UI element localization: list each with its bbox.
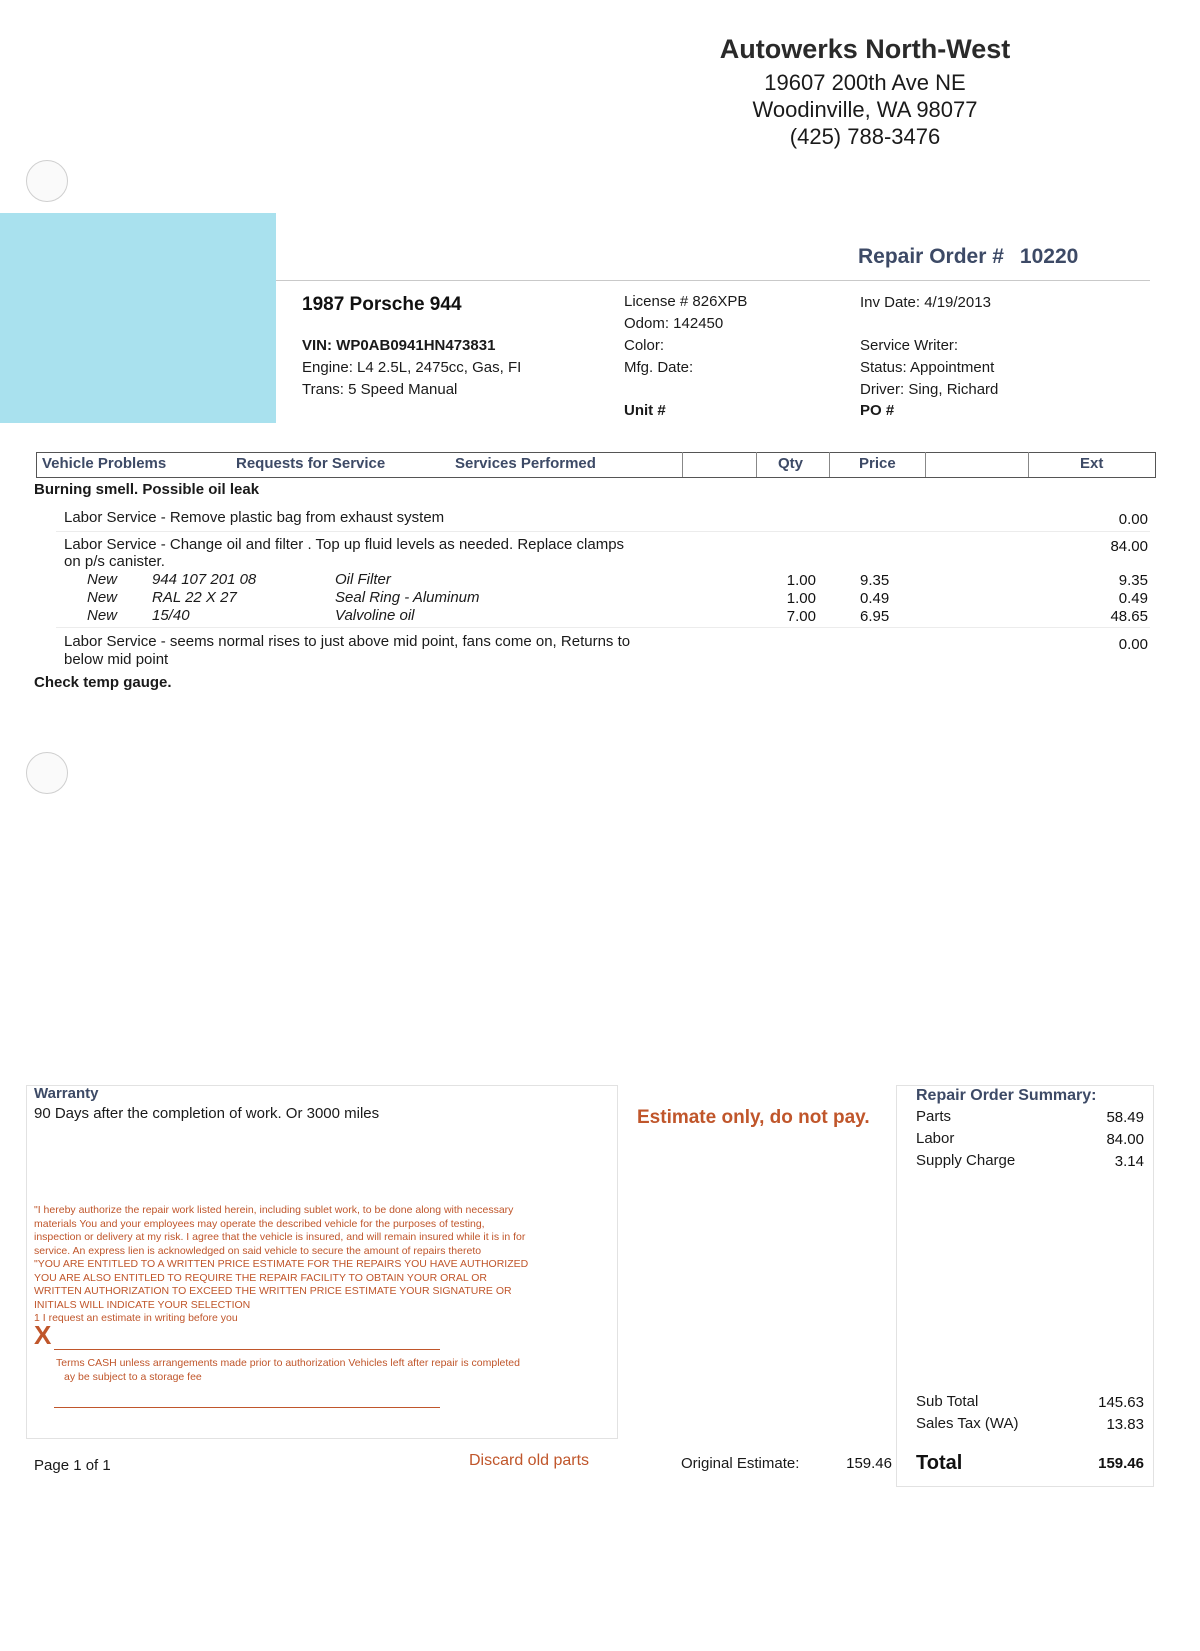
vehicle-problem-2: Check temp gauge. [34,674,172,691]
part-3-number: 15/40 [152,607,190,624]
row-divider [56,627,1150,628]
sales-tax-value: 13.83 [1106,1416,1144,1433]
vehicle-title: 1987 Porsche 944 [302,294,462,315]
odometer: Odom: 142450 [624,315,724,332]
table-header [36,452,1156,478]
estimate-notice: Estimate only, do not pay. [637,1107,870,1128]
part-3-desc: Valvoline oil [335,607,415,624]
summary-supply-label: Supply Charge [916,1152,1016,1169]
legal-line: 1 I request an estimate in writing before you [34,1312,238,1324]
repair-order-label: Repair Order # [858,245,1004,268]
original-estimate-label: Original Estimate: [681,1455,800,1472]
repair-order-number: 10220 [1019,245,1079,268]
po-number: PO # [860,402,895,419]
summary-parts-value: 58.49 [1106,1109,1144,1126]
vehicle-engine: Engine: L4 2.5L, 2475cc, Gas, FI [302,359,522,376]
shop-name: Autowerks North-West [719,34,1011,64]
summary-parts-label: Parts [916,1108,952,1125]
labor-line-1: Labor Service - Remove plastic bag from exhaust system [64,509,445,526]
labor-line-2: Labor Service - Change oil and filter . Top up fluid levels as needed. Replace clamps [64,536,625,553]
legal-line: "I hereby authorize the repair work listed herein, including sublet work, to be done along with necessary [34,1204,514,1216]
summary-labor-label: Labor [916,1130,955,1147]
driver-name: Driver: Sing, Richard [860,381,999,398]
vehicle-color: Color: [624,337,665,354]
signature-line-1[interactable] [54,1349,440,1350]
subtotal-label: Sub Total [916,1393,979,1410]
vehicle-problem-1: Burning smell. Possible oil leak [34,481,260,498]
part-1-price: 9.35 [860,572,890,589]
header-services-performed: Services Performed [455,455,596,472]
header-vehicle-problems: Vehicle Problems [42,455,167,472]
header-qty: Qty [778,455,804,472]
shop-phone: (425) 788-3476 [789,124,941,149]
legal-line: INITIALS WILL INDICATE YOUR SELECTION [34,1298,251,1311]
warranty-text: 90 Days after the completion of work. Or 3000 miles [34,1105,380,1122]
order-status: Status: Appointment [860,359,995,376]
part-2-price: 0.49 [860,590,890,607]
sales-tax-label: Sales Tax (WA) [916,1415,1019,1432]
warranty-title: Warranty [34,1085,99,1102]
row-divider [56,531,1150,532]
repair-order-heading [858,245,1078,269]
license-number: License # 826XPB [624,293,748,310]
header-ext: Ext [1080,455,1104,472]
part-1-status: New [87,571,118,588]
labor-line-2-cont: on p/s canister. [64,553,165,570]
part-3-qty: 7.00 [786,608,816,625]
column-divider [925,452,926,477]
part-3-price: 6.95 [860,608,890,625]
terms-line-cont: ay be subject to a storage fee [64,1371,202,1383]
part-1-desc: Oil Filter [335,571,391,588]
part-2-number: RAL 22 X 27 [152,589,237,606]
column-divider [682,452,683,477]
legal-line: "YOU ARE ENTITLED TO A WRITTEN PRICE ESTIMATE FOR THE REPAIRS YOU HAVE AUTHORIZED [34,1258,529,1270]
punch-hole-middle [26,752,68,794]
legal-line: WRITTEN AUTHORIZATION TO EXCEED THE WRITTEN PRICE ESTIMATE YOUR SIGNATURE OR [34,1285,512,1297]
summary-title: Repair Order Summary: [916,1087,1097,1104]
labor-1-ext: 0.00 [1118,511,1148,528]
redacted-customer-block [0,213,276,423]
header-divider [276,280,1150,281]
labor-line-3: Labor Service - seems normal rises to just above mid point, fans come on, Returns to [64,633,631,650]
punch-hole-top [26,160,68,202]
legal-line: materials You and your employees may operate the described vehicle for the purposes of testing, [34,1217,485,1230]
part-2-status: New [87,589,118,606]
legal-line: YOU ARE ALSO ENTITLED TO REQUIRE THE REPAIR FACILITY TO OBTAIN YOUR ORAL OR [34,1271,487,1284]
column-divider [1028,452,1029,477]
part-2-desc: Seal Ring - Aluminum [335,589,480,606]
mfg-date: Mfg. Date: [624,359,694,376]
summary-labor-value: 84.00 [1106,1131,1144,1148]
legal-line: service. An express lien is acknowledged on said vehicle to secure the amount of repairs thereto [34,1244,482,1257]
authorization-text [34,1204,614,1326]
unit-number: Unit # [624,402,666,419]
original-estimate-value: 159.46 [846,1455,892,1472]
subtotal-value: 145.63 [1098,1394,1144,1411]
total-value: 159.46 [1098,1455,1144,1472]
part-1-number: 944 107 201 08 [152,571,257,588]
shop-city: Woodinville, WA 98077 [752,97,978,122]
header-price: Price [859,455,896,472]
vehicle-vin: VIN: WP0AB0941HN473831 [302,337,496,354]
signature-x-mark: X [34,1320,52,1350]
legal-line: inspection or delivery at my risk. I agree that the vehicle is insured, and will remain insured while it is in for [34,1231,526,1243]
summary-supply-value: 3.14 [1114,1153,1144,1170]
signature-line-2[interactable] [54,1407,440,1408]
part-2-ext: 0.49 [1118,590,1148,607]
service-writer: Service Writer: [860,337,959,354]
column-divider [829,452,830,477]
vehicle-trans: Trans: 5 Speed Manual [302,381,458,398]
labor-2-ext: 84.00 [1110,538,1148,555]
header-requests: Requests for Service [236,455,386,472]
total-label: Total [916,1452,963,1474]
terms-line: Terms CASH unless arrangements made prior to authorization Vehicles left after repair is completed [56,1357,520,1369]
part-3-status: New [87,607,118,624]
labor-line-3-cont: below mid point [64,651,169,668]
part-2-qty: 1.00 [786,590,816,607]
discard-old-parts: Discard old parts [469,1452,590,1469]
part-3-ext: 48.65 [1110,608,1148,625]
invoice-date: Inv Date: 4/19/2013 [860,294,991,311]
labor-3-ext: 0.00 [1118,636,1148,653]
part-1-qty: 1.00 [786,572,816,589]
part-1-ext: 9.35 [1118,572,1148,589]
column-divider [756,452,757,477]
page-number: Page 1 of 1 [34,1457,111,1474]
shop-address: 19607 200th Ave NE [764,70,966,95]
